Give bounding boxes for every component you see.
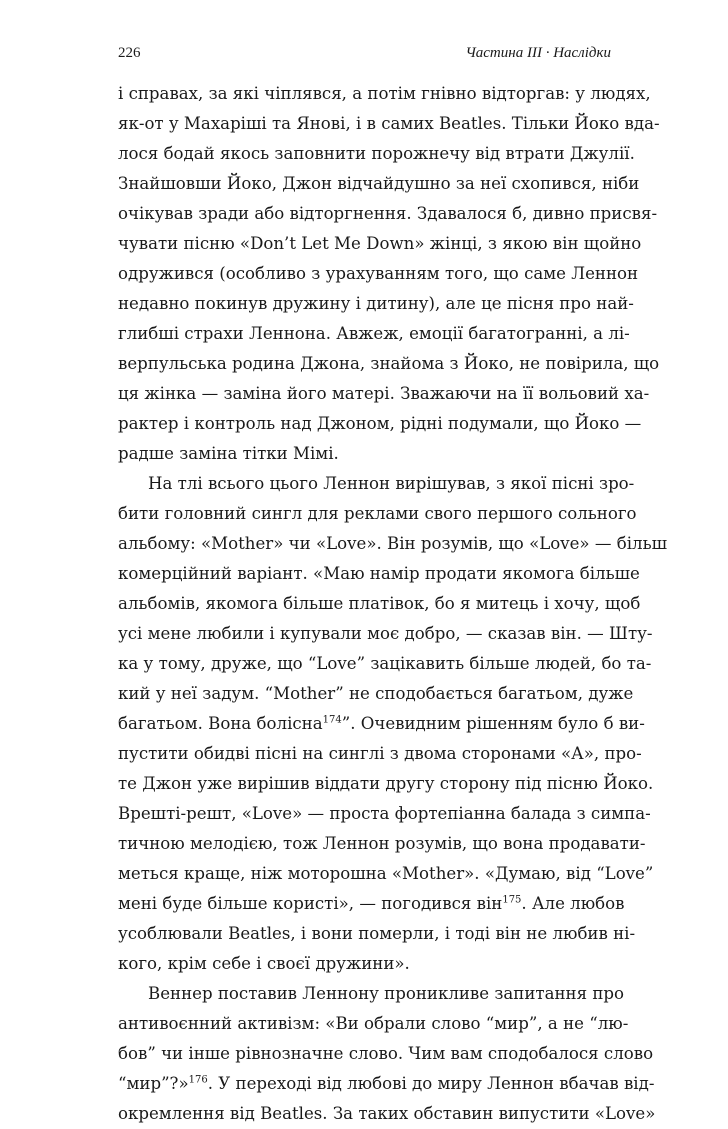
page-number: 226 <box>118 45 141 61</box>
footnote-ref: 176 <box>188 1074 208 1086</box>
text-fragment: . Але любов <box>521 894 625 913</box>
text-line: чувати пісню «Don’t Let Me Down» жінці, з якою він щойно <box>118 234 642 253</box>
text-line: глибші страхи Леннона. Авжеж, емоції багатогранні, а лі- <box>118 324 630 343</box>
text-line: альбому: «Mother» чи «Love». Він розумів, що «Love» — більш <box>118 534 668 553</box>
text-line: одружився (особливо з урахуванням того, що саме Леннон <box>118 264 639 283</box>
text-line: бов” чи інше рівнозначне слово. Чим вам сподобалося слово <box>118 1044 654 1063</box>
text-line: тичною мелодією, тож Леннон розумів, що вона продавати- <box>118 834 646 853</box>
text-line-with-footnote <box>118 1069 655 1099</box>
text-line: альбомів, якомога більше платівок, бо я митець і хочу, щоб <box>118 594 641 613</box>
text-line: комерційний варіант. «Маю намір продати якомога більше <box>118 564 640 583</box>
text-line: радше заміна тітки Мімі. <box>118 444 339 463</box>
text-line: недавно покинув дружину і дитину), але це пісня про най- <box>118 294 634 313</box>
text-fragment: . У переході від любові до миру Леннон вбачав від- <box>207 1074 655 1093</box>
body-text <box>118 79 668 1129</box>
text-line: лося бодай якось заповнити порожнечу від втрати Джулії. <box>118 144 635 163</box>
text-line: меться краще, ніж моторошна «Mother». «Думаю, від “Love” <box>118 864 654 883</box>
text-line: бити головний сингл для реклами свого першого сольного <box>118 504 637 523</box>
running-head <box>118 42 611 64</box>
text-fragment: мені буде більше користі», — погодився він <box>118 894 503 913</box>
footnote-ref: 175 <box>502 894 522 906</box>
text-line-with-footnote <box>118 889 625 919</box>
text-line: ця жінка — заміна його матері. Зважаючи на її вольовий ха- <box>118 384 650 403</box>
text-line: окремлення від Beatles. За таких обставин випустити «Love» <box>118 1104 656 1123</box>
text-line: те Джон уже вирішив віддати другу сторону під пісню Йоко. <box>118 774 654 793</box>
text-line: На тлі всього цього Леннон вирішував, з якої пісні зро- <box>148 474 635 493</box>
text-line: пустити обидві пісні на синглі з двома сторонами «А», про- <box>118 744 642 763</box>
text-line: усоблювали Beatles, і вони померли, і тоді він не любив ні- <box>118 924 636 943</box>
text-line: і справах, за які чіплявся, а потім гнівно відторгав: у людях, <box>118 84 651 103</box>
text-fragment: “мир”?» <box>118 1074 189 1093</box>
text-line: очікував зради або відторгнення. Здавалося б, дивно присвя- <box>118 204 658 223</box>
text-fragment: багатьом. Вона болісна <box>118 714 323 733</box>
text-line: Знайшовши Йоко, Джон відчайдушно за неї схопився, ніби <box>118 174 640 193</box>
section-title: Частина III · Наслідки <box>465 45 611 61</box>
text-line: кого, крім себе і своєї дружини». <box>118 954 410 973</box>
text-line: усі мене любили і купували моє добро, — сказав він. — Шту- <box>118 624 653 643</box>
footnote-ref: 174 <box>322 714 342 726</box>
text-line: верпульська родина Джона, знайома з Йоко, не повірила, що <box>118 354 660 373</box>
text-line-with-footnote <box>118 709 645 739</box>
text-line: як-от у Махаріші та Янові, і в самих Beatles. Тільки Йоко вда- <box>118 114 660 133</box>
text-fragment: ”. Очевидним рішенням було б ви- <box>341 714 645 733</box>
text-line: ка у тому, друже, що “Love” зацікавить більше людей, бо та- <box>118 654 652 673</box>
text-line: кий у неї задум. “Mother” не сподобається багатьом, дуже <box>118 684 634 703</box>
text-line: антивоєнний активізм: «Ви обрали слово “мир”, а не “лю- <box>118 1014 629 1033</box>
text-line: рактер і контроль над Джоном, рідні подумали, що Йоко — <box>118 414 642 433</box>
text-line: Врешті-решт, «Love» — проста фортепіанна балада з симпа- <box>118 804 651 823</box>
text-line: Веннер поставив Леннону проникливе запитання про <box>148 984 625 1003</box>
